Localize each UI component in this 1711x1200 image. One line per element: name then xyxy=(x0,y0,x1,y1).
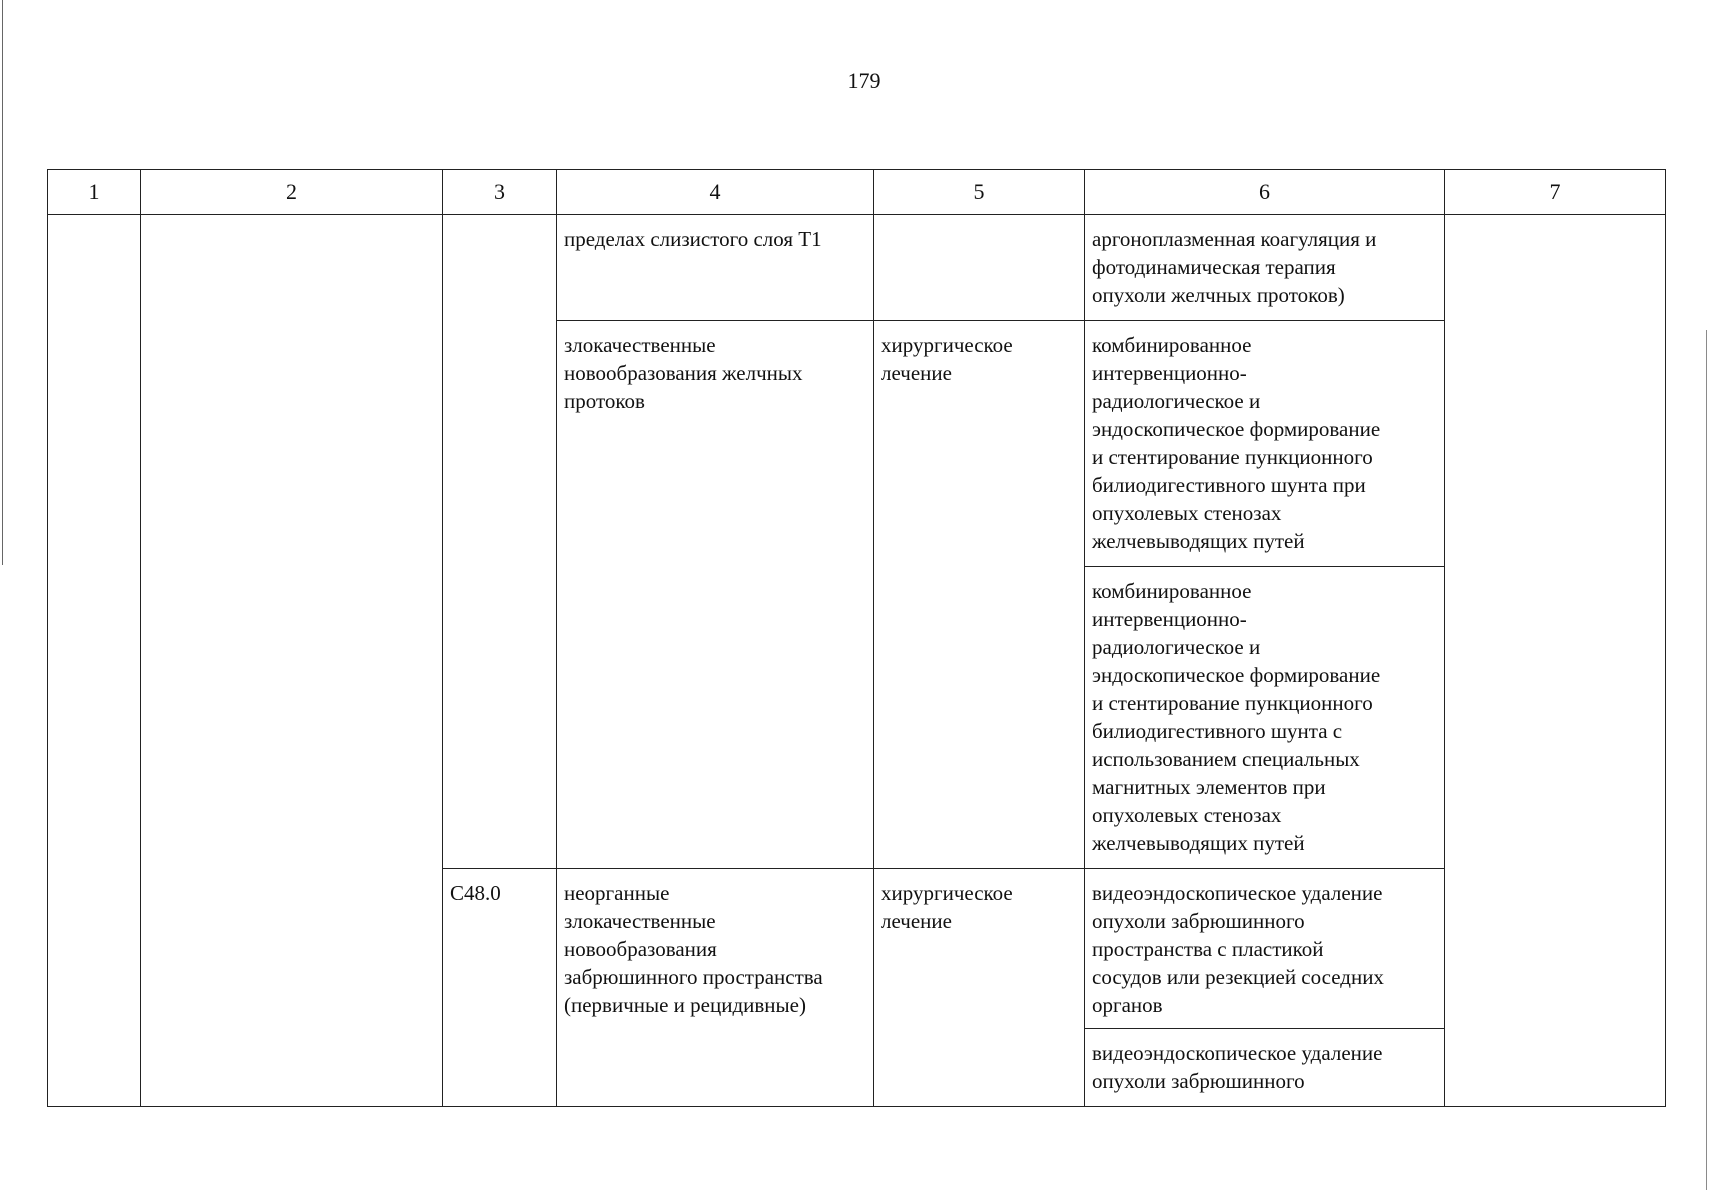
col7-cell xyxy=(1445,215,1666,1107)
table-body xyxy=(48,215,1666,1107)
diagnosis-text: злокачественные новообразования желчных протоков xyxy=(564,333,803,413)
diagnosis-cell xyxy=(557,215,874,321)
procedure-cell xyxy=(1085,869,1445,1029)
procedure-cell xyxy=(1085,567,1445,869)
procedure-text: видеоэндоскопическое удаление опухоли забрюшинного xyxy=(1092,1041,1383,1093)
table-header xyxy=(48,170,1666,215)
header-col-3: 3 xyxy=(443,170,557,215)
header-row xyxy=(48,170,1666,215)
treatment-type-cell xyxy=(874,215,1085,321)
col1-cell xyxy=(48,215,141,1107)
procedure-text: комбинированное интервенционно- радиологическое и эндоскопическое формирование и стентирование пункционного билиодигестивного шунта с использованием специальных магнитных элементов при опухолевых стенозах желчевыводящих путей xyxy=(1092,579,1381,855)
header-col-1: 1 xyxy=(48,170,141,215)
procedure-cell xyxy=(1085,215,1445,321)
procedure-text: аргоноплазменная коагуляция и фотодинамическая терапия опухоли желчных протоков) xyxy=(1092,227,1377,307)
col2-cell xyxy=(141,215,443,1107)
header-col-4: 4 xyxy=(557,170,874,215)
treatment-type-text: хирургическое лечение xyxy=(881,881,1013,933)
diagnosis-text: пределах слизистого слоя T1 xyxy=(564,227,822,251)
treatment-type-cell xyxy=(874,869,1085,1107)
header-col-2: 2 xyxy=(141,170,443,215)
diagnosis-text: неорганные злокачественные новообразования забрюшинного пространства (первичные и рецидивные) xyxy=(564,881,823,1017)
scan-right-edge-line xyxy=(1706,330,1707,1190)
procedure-cell xyxy=(1085,1029,1445,1107)
procedure-text: видеоэндоскопическое удаление опухоли забрюшинного пространства с пластикой сосудов или резекцией соседних органов xyxy=(1092,881,1384,1017)
table-row xyxy=(48,215,1666,321)
procedures-table xyxy=(47,169,1666,1107)
icd-code-text: C48.0 xyxy=(450,881,501,905)
procedure-text: комбинированное интервенционно- радиологическое и эндоскопическое формирование и стентирование пункционного билиодигестивного шунта при опухолевых стенозах желчевыводящих путей xyxy=(1092,333,1381,553)
header-col-6: 6 xyxy=(1085,170,1445,215)
header-col-5: 5 xyxy=(874,170,1085,215)
diagnosis-cell xyxy=(557,321,874,869)
icd-code-cell xyxy=(443,869,557,1107)
diagnosis-cell xyxy=(557,869,874,1107)
col3-cell-empty xyxy=(443,215,557,869)
treatment-type-cell xyxy=(874,321,1085,869)
procedure-cell xyxy=(1085,321,1445,567)
treatment-type-text: хирургическое лечение xyxy=(881,333,1013,385)
page-number: 179 xyxy=(847,68,881,93)
header-col-7: 7 xyxy=(1445,170,1666,215)
